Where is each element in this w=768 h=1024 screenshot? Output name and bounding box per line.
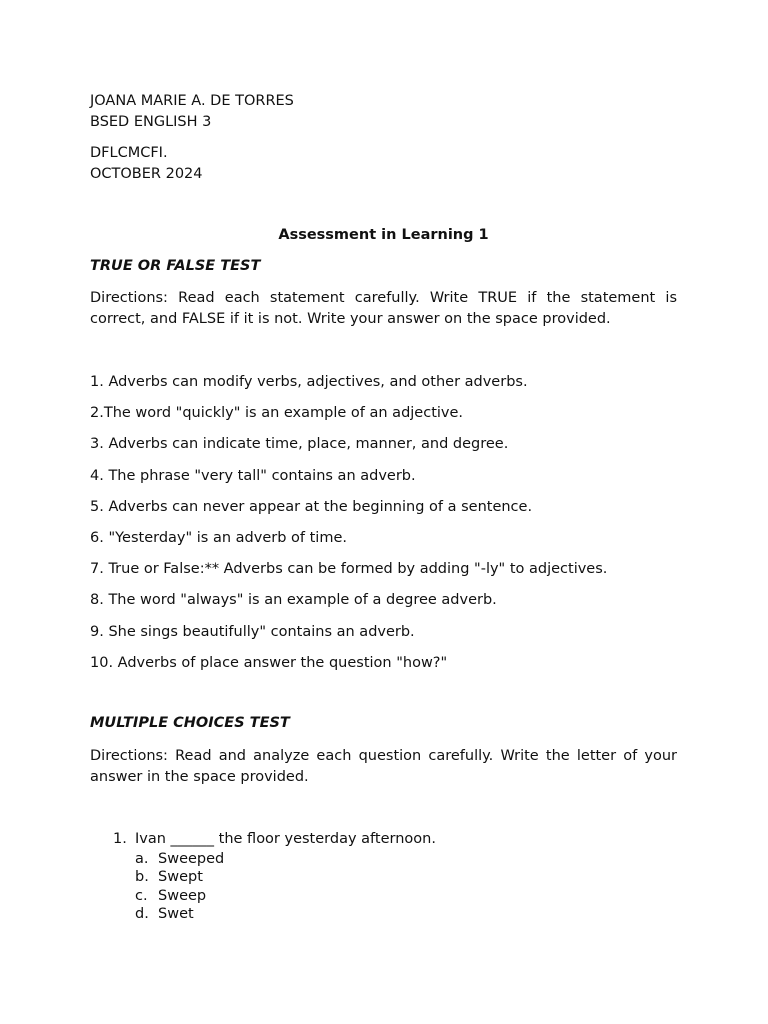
school-info [90, 143, 677, 185]
list-item: 2.The word "quickly" is an example of an adjective. [90, 405, 464, 422]
list-item: 9. She sings beautifully" contains an adverb. [90, 623, 415, 640]
answer-option [135, 850, 690, 868]
answer-option [135, 868, 690, 886]
student-info [90, 91, 677, 133]
list-item: 4. The phrase "very tall" contains an adverb. [90, 467, 416, 484]
option-text: Swept [158, 869, 203, 886]
list-item: 7. True or False:** Adverbs can be formed by adding "-ly" to adjectives. [90, 561, 608, 578]
option-text: Sweeped [158, 851, 225, 867]
answer-options [135, 850, 690, 923]
list-item: 10. Adverbs of place answer the question "how?" [90, 654, 448, 671]
list-item: 3. Adverbs can indicate time, place, manner, and degree. [90, 436, 509, 453]
true-false-heading: TRUE OR FALSE TEST [90, 258, 261, 274]
true-false-directions: Directions: Read each statement carefully. Write TRUE if the statement is correct, and FALSE if it is not. Write your answer on the space provided. [90, 290, 677, 327]
student-name: JOANA MARIE A. DE TORRES [90, 93, 294, 109]
school-name: DFLCMCFI. [90, 145, 168, 161]
question-number: 1. [113, 831, 127, 847]
list-item: 6. "Yesterday" is an adverb of time. [90, 529, 347, 546]
option-letter: c. [135, 887, 148, 904]
list-item: 8. The word "always" is an example of a degree adverb. [90, 592, 497, 609]
list-item: 5. Adverbs can never appear at the beginning of a sentence. [90, 498, 533, 515]
student-program: BSED ENGLISH 3 [90, 114, 212, 130]
option-text: Swet [158, 905, 194, 922]
true-false-list [90, 372, 690, 684]
multiple-choice-list [90, 829, 690, 923]
document-title: Assessment in Learning 1 [278, 227, 489, 243]
multiple-choice-directions: Directions: Read and analyze each question carefully. Write the letter of your answer in the space provided. [90, 748, 677, 785]
list-item: 1. Adverbs can modify verbs, adjectives, and other adverbs. [90, 374, 528, 390]
option-letter: b. [135, 869, 149, 886]
question-row [90, 829, 690, 850]
question-text: Ivan ______ the floor yesterday afternoon. [135, 831, 436, 847]
document-date: OCTOBER 2024 [90, 166, 203, 182]
multiple-choice-heading: MULTIPLE CHOICES TEST [90, 715, 290, 731]
option-letter: d. [135, 905, 149, 922]
answer-option [135, 887, 690, 905]
option-text: Sweep [158, 887, 207, 904]
answer-option [135, 905, 690, 923]
option-letter: a. [135, 851, 149, 867]
